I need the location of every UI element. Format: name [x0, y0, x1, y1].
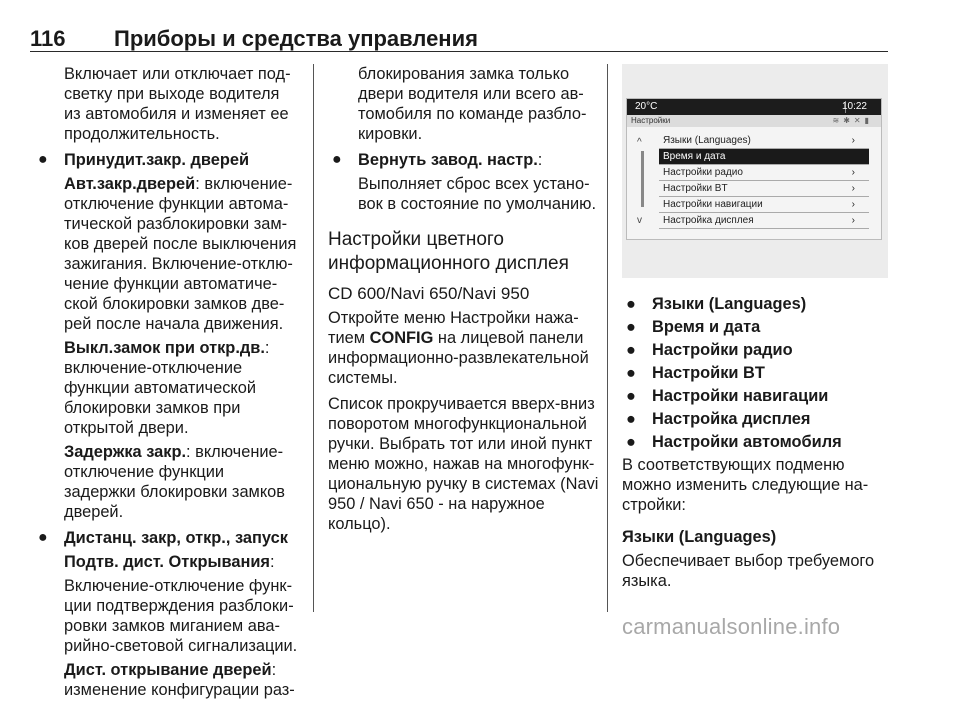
bullet-icon: ●	[626, 433, 636, 451]
settings-bullet-list	[622, 294, 888, 455]
screen-status-bar	[627, 99, 881, 115]
bullet-title: Вернуть завод. настр.	[358, 151, 538, 169]
column-3	[622, 64, 888, 595]
temperature: 20°C	[635, 101, 658, 112]
bullet-icon: ●	[626, 295, 636, 313]
subsection-title: Языки (Languages)	[622, 528, 777, 546]
intro-paragraph: Включает или отключает подсветку при выходе водителя из автомобиля и изменяет ее продолжительность.	[64, 65, 291, 143]
paragraph	[34, 660, 300, 700]
term: Задержка закр.	[64, 443, 187, 461]
bullet-icon: ●	[332, 151, 342, 168]
menu-item-time-date[interactable]: Время и дата	[659, 149, 869, 165]
mute-icon: ✕	[853, 116, 865, 125]
chevron-right-icon: ›	[851, 199, 855, 210]
term: Выкл.замок при откр.дв.	[64, 339, 265, 357]
menu-item-bt[interactable]: Настройки BT ›	[659, 181, 869, 197]
page-title: Приборы и средства управления	[114, 26, 478, 51]
menu-item-languages[interactable]: Языки (Languages) ›	[659, 133, 869, 149]
paragraph: В соответствующих подменю можно изменить следующие настройки:	[622, 456, 869, 514]
chevron-right-icon: ›	[851, 135, 855, 146]
chevron-right-icon: ›	[851, 183, 855, 194]
term: Дист. открывание дверей	[64, 661, 272, 679]
bullet-title-suffix: :	[537, 151, 543, 169]
bullet-icon: ●	[38, 529, 48, 546]
scrollbar[interactable]	[641, 151, 644, 207]
list-item: ● Время и дата	[626, 318, 761, 336]
bullet-icon: ●	[626, 387, 636, 405]
wifi-icon: ≋	[832, 116, 844, 125]
bluetooth-icon: ✱	[843, 116, 854, 125]
settings-menu-list	[659, 133, 869, 229]
menu-item-navigation[interactable]: Настройки навигации ›	[659, 197, 869, 213]
paragraph: Включение-отключение функции подтверждения разблокировки замков миганием аварийно-световой сигнализации.	[64, 577, 298, 655]
bullet-icon: ●	[38, 151, 48, 168]
page-number: 116	[30, 26, 66, 51]
column-divider	[607, 64, 608, 612]
paragraph-text: на лицевой панели информационно-развлекательной системы.	[328, 329, 589, 387]
list-item: ● Настройка дисплея	[626, 410, 811, 428]
column-1	[34, 64, 300, 704]
paragraph	[34, 174, 300, 334]
paragraph-text: : включение-отключение функции задержки блокировки замков дверей.	[64, 443, 286, 521]
list-item: ● Настройки BT	[626, 364, 765, 382]
paragraph	[34, 338, 300, 438]
signal-icon: ▮	[864, 116, 873, 125]
settings-screen	[626, 98, 882, 240]
paragraph	[34, 552, 300, 572]
paragraph-text: : изменение конфигурации раз-	[64, 661, 295, 699]
bullet-title: Принудит.закр. дверей	[64, 151, 250, 169]
menu-item-display[interactable]: Настройка дисплея ›	[659, 213, 869, 229]
list-item: ● Настройки навигации	[626, 387, 829, 405]
bullet-item	[328, 150, 600, 170]
list-item: ● Настройки автомобиля	[626, 433, 842, 451]
paragraph: Обеспечивает выбор требуемого языка.	[622, 552, 875, 590]
section-title: Настройки цветного информационного дисплея	[328, 229, 569, 274]
column-divider	[313, 64, 314, 612]
paragraph: Список прокручивается вверх-вниз поворотом многофункциональной ручки. Выбрать тот или иной пункт меню можно, нажав на многофункциональную ручку в системах (Navi 950 / Navi 650 - на наружное кольцо).	[328, 395, 599, 533]
paragraph: Выполняет сброс всех установок в состояние по умолчанию.	[358, 175, 596, 213]
term: Авт.закр.дверей	[64, 175, 196, 193]
scroll-down-icon[interactable]: v	[637, 215, 642, 226]
paragraph-text: Откройте меню Настройки нажатием	[328, 309, 579, 347]
bullet-title: Дистанц. закр, откр., запуск	[64, 529, 288, 547]
term: Подтв. дист. Открывания	[64, 553, 270, 571]
watermark: carmanualsonline.info	[622, 614, 841, 639]
bullet-item	[34, 528, 300, 548]
bullet-icon: ●	[626, 341, 636, 359]
bullet-icon: ●	[626, 364, 636, 382]
paragraph-text: : включение-отключение функции автоматической разблокировки замков дверей после выключения зажигания. Включение-отключение функции автоматической блокировки замков дверей после начала движения.	[64, 175, 297, 333]
paragraph-text: : включение-отключение функции автоматической блокировки замков при открытой двери.	[64, 339, 270, 437]
chevron-right-icon: ›	[851, 215, 855, 226]
list-item: ● Настройки радио	[626, 341, 793, 359]
chevron-right-icon: ›	[851, 167, 855, 178]
bullet-icon: ●	[626, 318, 636, 336]
paragraph	[34, 442, 300, 522]
display-illustration	[622, 64, 888, 278]
menu-item-radio[interactable]: Настройки радио ›	[659, 165, 869, 181]
paragraph: блокирования замка только двери водителя или всего автомобиля по команде разблокировки.	[358, 65, 587, 143]
column-2	[328, 64, 600, 538]
models-heading: CD 600/Navi 650/Navi 950	[328, 284, 530, 303]
page-header	[30, 22, 888, 52]
screen-title: Настройки	[631, 116, 671, 125]
bullet-item	[34, 150, 300, 170]
paragraph-text: :	[270, 553, 275, 571]
scroll-up-icon[interactable]: ^	[637, 137, 642, 148]
bullet-icon: ●	[626, 410, 636, 428]
config-key: CONFIG	[369, 329, 434, 347]
status-icons	[832, 115, 873, 127]
list-item: ● Языки (Languages)	[626, 295, 807, 313]
screen-title-bar	[627, 115, 881, 127]
clock: 10:22	[841, 101, 867, 112]
paragraph	[328, 308, 600, 388]
